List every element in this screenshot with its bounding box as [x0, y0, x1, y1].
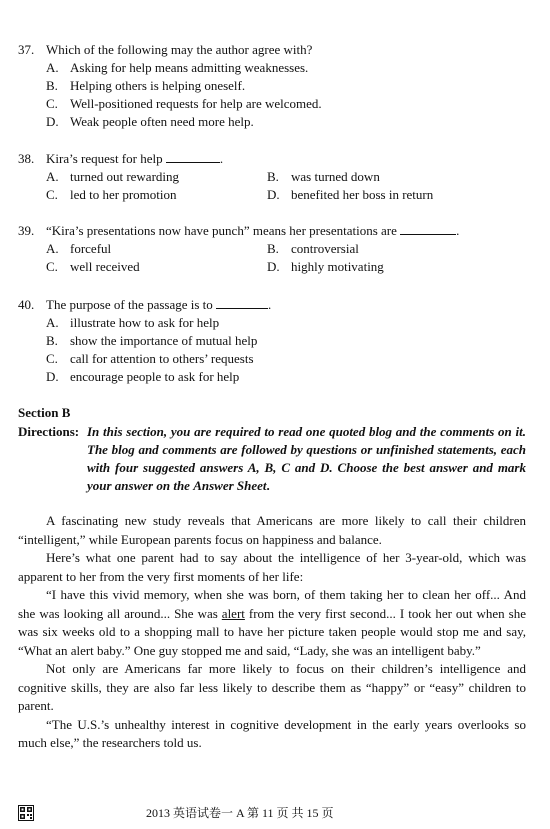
stem-end: .	[268, 297, 272, 312]
option-letter: A.	[46, 315, 59, 330]
option-b[interactable]	[267, 240, 359, 258]
stem-end: .	[456, 223, 460, 238]
paragraph-3-end: from the very first second... I took her out when she was six weeks old to a shopping mall to have her picture taken people would stop me and say, “What an alert baby.” One guy stopped me and said, “Lady, she was an intelligent baby.”	[18, 605, 527, 658]
paragraph-3-start: “I have this vivid memory, when she was born, of them taking her to clean her off... And she was looking all around... She was	[18, 587, 526, 621]
underlined-word: alert	[221, 605, 245, 621]
option-letter: C.	[46, 187, 58, 202]
option-text: led to her promotion	[70, 187, 177, 202]
option-letter: D.	[267, 259, 280, 274]
question-number: 37.	[18, 42, 35, 57]
option-letter: C.	[46, 96, 58, 111]
option-text: benefited her boss in return	[291, 187, 434, 202]
stem-end: .	[219, 151, 224, 166]
paragraph-4: Not only are Americans far more likely to focus on their children’s intelligence and cognitive skills, they are also far less likely to describe them as “happy” or “easy” children to parent.	[18, 661, 526, 713]
option-a[interactable]	[46, 240, 111, 258]
paragraph-5: “The U.S.’s unhealthy interest in cognitive development in the early years overlooks so much else,” the researchers told us.	[18, 716, 526, 750]
directions-label: Directions:	[18, 424, 80, 439]
answer-blank[interactable]	[166, 150, 220, 163]
answer-blank[interactable]	[400, 222, 456, 235]
option-d[interactable]: encourage people to ask for help	[70, 369, 240, 384]
passage	[18, 512, 526, 753]
question-37	[18, 41, 528, 131]
question-40	[18, 296, 528, 386]
option-letter: D.	[46, 369, 59, 384]
question-stem: The purpose of the passage is to	[46, 297, 213, 312]
answer-blank[interactable]	[216, 296, 268, 309]
option-a[interactable]: Asking for help means admitting weaknesses.	[70, 60, 309, 75]
section-title: Section B	[18, 405, 71, 420]
option-text: controversial	[291, 241, 359, 256]
paragraph-1: A fascinating new study reveals that Americans are more likely to call their children “intelligent,” while European parents focus on happiness and balance.	[18, 513, 526, 547]
option-d[interactable]	[267, 258, 384, 276]
option-letter: D.	[267, 187, 280, 202]
question-number: 38.	[18, 151, 35, 166]
option-text: turned out rewarding	[70, 169, 180, 184]
option-d[interactable]: Weak people often need more help.	[70, 114, 254, 129]
option-b[interactable]: Helping others is helping oneself.	[70, 78, 246, 93]
option-c[interactable]	[46, 186, 177, 204]
footer-page-info: 2013 英语试卷一 A 第 11 页 共 15 页	[146, 806, 334, 820]
page-footer	[0, 804, 550, 824]
option-letter: C.	[46, 259, 58, 274]
option-text: forceful	[70, 241, 112, 256]
option-c[interactable]: call for attention to others’ requests	[70, 351, 254, 366]
option-letter: B.	[46, 78, 58, 93]
question-number: 39.	[18, 223, 35, 238]
option-letter: A.	[46, 169, 59, 184]
option-letter: A.	[46, 241, 59, 256]
option-c[interactable]: Well-positioned requests for help are welcomed.	[70, 96, 322, 111]
option-letter: D.	[46, 114, 59, 129]
question-stem: Which of the following may the author agree with?	[46, 42, 313, 57]
option-letter: B.	[46, 333, 58, 348]
question-38	[18, 150, 528, 204]
question-stem: “Kira’s presentations now have punch” means her presentations are	[46, 223, 397, 238]
option-c[interactable]	[46, 258, 140, 276]
option-letter: A.	[46, 60, 59, 75]
option-text: was turned down	[291, 169, 380, 184]
directions-body	[18, 423, 526, 495]
option-a[interactable]	[46, 168, 179, 186]
paragraph-3	[18, 586, 526, 660]
directions-end: .	[266, 478, 270, 493]
option-d[interactable]	[267, 186, 433, 204]
option-text: highly motivating	[291, 259, 384, 274]
option-a[interactable]: illustrate how to ask for help	[70, 315, 220, 330]
question-stem: Kira’s request for help	[46, 151, 163, 166]
paragraph-2: Here’s what one parent had to say about the intelligence of her 3-year-old, which was apparent to her from the very first moments of her life:	[18, 550, 526, 584]
option-b[interactable]: show the importance of mutual help	[70, 333, 258, 348]
option-letter: C.	[46, 351, 58, 366]
answer-sheet-label: Answer Sheet	[193, 478, 267, 493]
option-letter: B.	[267, 241, 279, 256]
question-39	[18, 222, 528, 276]
directions	[18, 423, 526, 495]
option-letter: B.	[267, 169, 279, 184]
directions-text: In this section, you are required to read one quoted blog and the comments on it. The blog and comments are followed by questions or unfinished statements, each with four suggested answers A, B, C and D. Choose the best answer and mark your answer on the	[87, 424, 526, 493]
option-text: well received	[70, 259, 140, 274]
qr-code-icon	[18, 805, 34, 821]
option-b[interactable]	[267, 168, 380, 186]
question-number: 40.	[18, 297, 35, 312]
